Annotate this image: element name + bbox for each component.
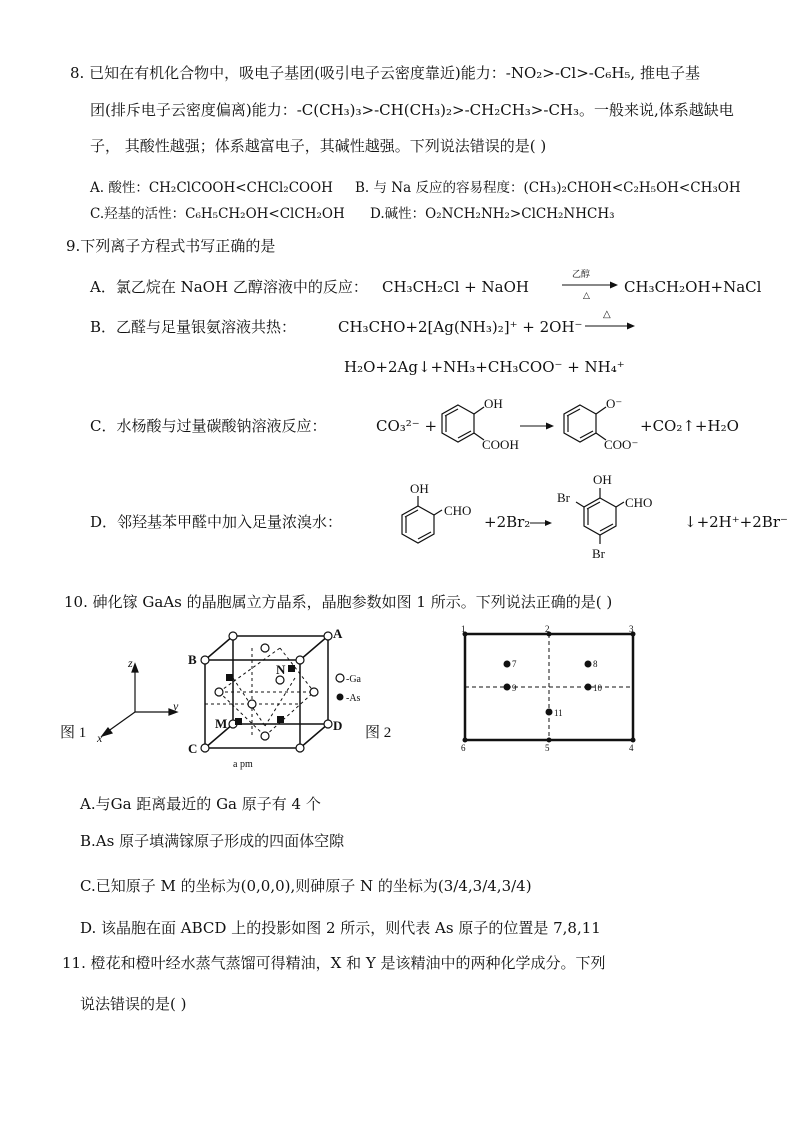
q8-option-b: B. 与 Na 反应的容易程度：(CH₃)₂CHOH<C₂H₅OH<CH₃OH	[355, 180, 741, 196]
q9-option-a-condition-bottom: △	[583, 291, 590, 301]
grid-point-6: 6	[461, 743, 466, 753]
as-legend-icon	[337, 694, 344, 701]
grid-point-3: 3	[629, 624, 634, 634]
q10-option-d: D. 该晶胞在面 ABCD 上的投影如图 2 所示，则代表 As 原子的位置是 7,8,11	[80, 919, 601, 937]
q9-option-a-left: CH₃CH₂Cl + NaOH	[382, 278, 529, 296]
q8-option-c: C.羟基的活性：C₆H₅CH₂OH<ClCH₂OH	[90, 206, 345, 222]
tribromo-product-structure	[555, 470, 685, 562]
q11-line-1: 11. 橙花和橙叶经水蒸气蒸馏可得精油，X 和 Y 是该精油中的两种化学成分。下列	[62, 954, 606, 972]
q9-option-b-label: B．乙醛与足量银氨溶液共热：	[90, 318, 297, 336]
q10-option-b: B.As 原子填满镓原子形成的四面体空隙	[80, 832, 345, 850]
grid-point-4: 4	[629, 743, 634, 753]
salicylic-acid-structure	[430, 392, 530, 458]
axis-x-label: x	[97, 731, 103, 745]
q8-line-2: 团(排斥电子云密度偏离)能力：-C(CH₃)₃>-CH(CH₃)₂>-CH₂CH₃>-CH₃。一般来说,体系越缺电	[90, 101, 734, 119]
q9-option-a-condition-top: 乙醇	[572, 270, 591, 280]
grid-point-8: 8	[593, 659, 598, 669]
q10-option-c: C.已知原子 M 的坐标为(0,0,0),则砷原子 N 的坐标为(3/4,3/4,3/4)	[80, 877, 532, 895]
point-b-label: B	[188, 652, 197, 667]
point-d-label: D	[333, 718, 343, 733]
salicylic-cooh-label: COOH	[482, 437, 519, 452]
point-c-label: C	[188, 741, 198, 756]
q9-option-a-right: CH₃CH₂OH+NaCl	[624, 278, 762, 296]
grid-point-2: 2	[545, 624, 550, 634]
q10-title: 10. 砷化镓 GaAs 的晶胞属立方晶系，晶胞参数如图 1 所示。下列说法正确的是( )	[64, 593, 613, 611]
q8-option-d: D.碱性：O₂NCH₂NH₂>ClCH₂NHCH₃	[370, 206, 615, 222]
reaction-arrow-icon	[520, 420, 554, 432]
projection-grid-figure	[455, 624, 645, 754]
product-br-bottom-label: Br	[592, 546, 605, 561]
grid-point-10: 10	[593, 683, 602, 693]
q9-option-d-reagent: +2Br₂	[484, 513, 531, 531]
figure-2-label: 图 2	[365, 725, 392, 741]
cell-parameter-label: a pm	[233, 759, 253, 770]
salicylaldehyde-oh-label: OH	[410, 481, 429, 496]
q9-option-b-condition: △	[603, 309, 611, 320]
q9-option-b-left: CH₃CHO+2[Ag(NH₃)₂]⁺ + 2OH⁻	[338, 318, 583, 336]
point-n-label: N	[276, 662, 286, 677]
q9-option-b-right: H₂O+2Ag↓+NH₃+CH₃COO⁻ + NH₄⁺	[344, 358, 625, 376]
salicylate-coo-label: COO⁻	[604, 437, 639, 452]
q8-option-a: A. 酸性：CH₂ClCOOH<CHCl₂COOH	[90, 180, 333, 196]
coordinate-axes	[102, 664, 177, 736]
benzene-ring-icon	[576, 488, 624, 544]
q10-option-a: A.与Ga 距离最近的 Ga 原子有 4 个	[80, 795, 321, 813]
point-a-label: A	[333, 626, 343, 641]
q8-line-3: 子， 其酸性越强；体系越富电子，其碱性越强。下列说法错误的是( )	[90, 137, 547, 155]
point-m-label: M	[215, 716, 228, 731]
grid-point-7: 7	[512, 659, 517, 669]
q9-option-d-label: D．邻羟基苯甲醛中加入足量浓溴水：	[90, 513, 343, 531]
salicylate-structure	[552, 392, 652, 458]
figure-1-label: 图 1	[60, 725, 87, 741]
q9-option-d-right: ↓+2H⁺+2Br⁻	[684, 513, 788, 531]
grid-point-1: 1	[461, 624, 466, 634]
salicylaldehyde-structure	[390, 480, 482, 552]
benzene-ring-icon	[564, 405, 606, 442]
legend-ga-label: -Ga	[346, 674, 361, 685]
q11-line-2: 说法错误的是( )	[80, 995, 187, 1013]
axis-y-label: y	[173, 699, 179, 713]
salicylate-o-minus-label: O⁻	[606, 396, 623, 411]
grid-point-11: 11	[554, 708, 563, 718]
q9-title: 9.下列离子方程式书写正确的是	[66, 237, 276, 255]
reaction-arrow-icon	[562, 279, 618, 291]
crystal-cell-figure	[55, 620, 395, 770]
ga-legend-icon	[336, 674, 344, 682]
reaction-arrow-icon	[530, 517, 552, 529]
grid-point-9: 9	[512, 683, 517, 693]
benzene-ring-icon	[442, 405, 484, 442]
q8-line-1: 8. 已知在有机化合物中，吸电子基团(吸引电子云密度靠近)能力：-NO₂>-Cl>-C₆H₅, 推电子基	[70, 64, 700, 82]
salicylic-oh-label: OH	[484, 396, 503, 411]
q9-option-c-carbonate: CO₃²⁻ +	[376, 417, 438, 435]
q9-option-c-label: C．水杨酸与过量碳酸钠溶液反应：	[90, 417, 327, 435]
product-oh-label: OH	[593, 472, 612, 487]
reaction-arrow-icon	[585, 320, 635, 332]
axis-z-label: z	[128, 656, 133, 670]
salicylaldehyde-cho-label: CHO	[444, 503, 472, 518]
product-br-left-label: Br	[557, 490, 570, 505]
product-cho-label: CHO	[625, 495, 653, 510]
q9-option-a-label: A．氯乙烷在 NaOH 乙醇溶液中的反应：	[90, 278, 368, 296]
grid-point-5: 5	[545, 743, 550, 753]
q9-option-c-right: +CO₂↑+H₂O	[640, 417, 739, 435]
legend-as-label: -As	[346, 693, 361, 704]
benzene-ring-icon	[402, 496, 442, 543]
